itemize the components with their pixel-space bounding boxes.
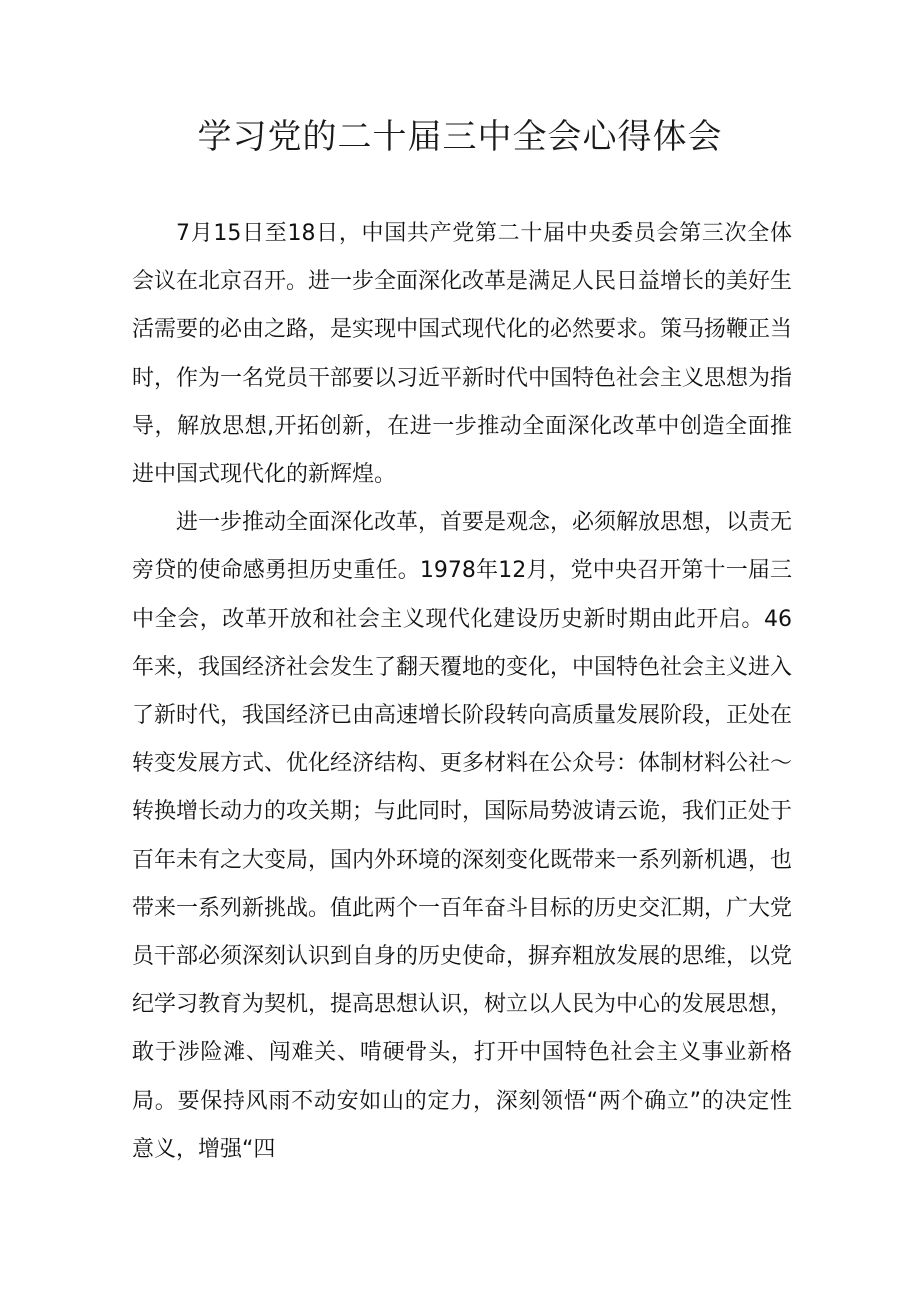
document-title: 学习党的二十届三中全会心得体会	[197, 117, 723, 157]
document-body	[132, 210, 792, 1174]
paragraph-2: 进一步推动全面深化改革，首要是观念，必须解放思想，以责无旁贷的使命感勇担历史重任。1978年12月，党中央召开第十一届三中全会，改革开放和社会主义现代化建设历史新时期由此开启。46年来，我国经济社会发生了翻天覆地的变化，中国特色社会主义进入了新时代，我国经济已由高速增长阶段转向高质量发展阶段，正处在转变发展方式、优化经济结构、更多材料在公众号：体制材料公社〜转换增长动力的攻关期；与此同时，国际局势波请云诡，我们正处于百年未有之大变局，国内外环境的深刻变化既带来一系列新机遇，也带来一系列新挑战。值此两个一百年奋斗目标的历史交汇期，广大党员干部必须深刻认识到自身的历史使命，摒弃粗放发展的思维，以党纪学习教育为契机，提高思想认识，树立以人民为中心的发展思想，敢于涉险滩、闯难关、啃硬骨头，打开中国特色社会主义事业新格局。要保持风雨不动安如山的定力，深刻领悟“两个确立”的决定性意义，增强“四	[132, 510, 793, 1162]
paragraph-1: 7月15日至18日，中国共产党第二十届中央委员会第三次全体会议在北京召开。进一步全面深化改革是满足人民日益增长的美好生活需要的必由之路，是实现中国式现代化的必然要求。策马扬鞭正当时，作为一名党员干部要以习近平新时代中国特色社会主义思想为指导，解放思想,开拓创新，在进一步推动全面深化改革中创造全面推进中国式现代化的新辉煌。	[132, 221, 793, 488]
